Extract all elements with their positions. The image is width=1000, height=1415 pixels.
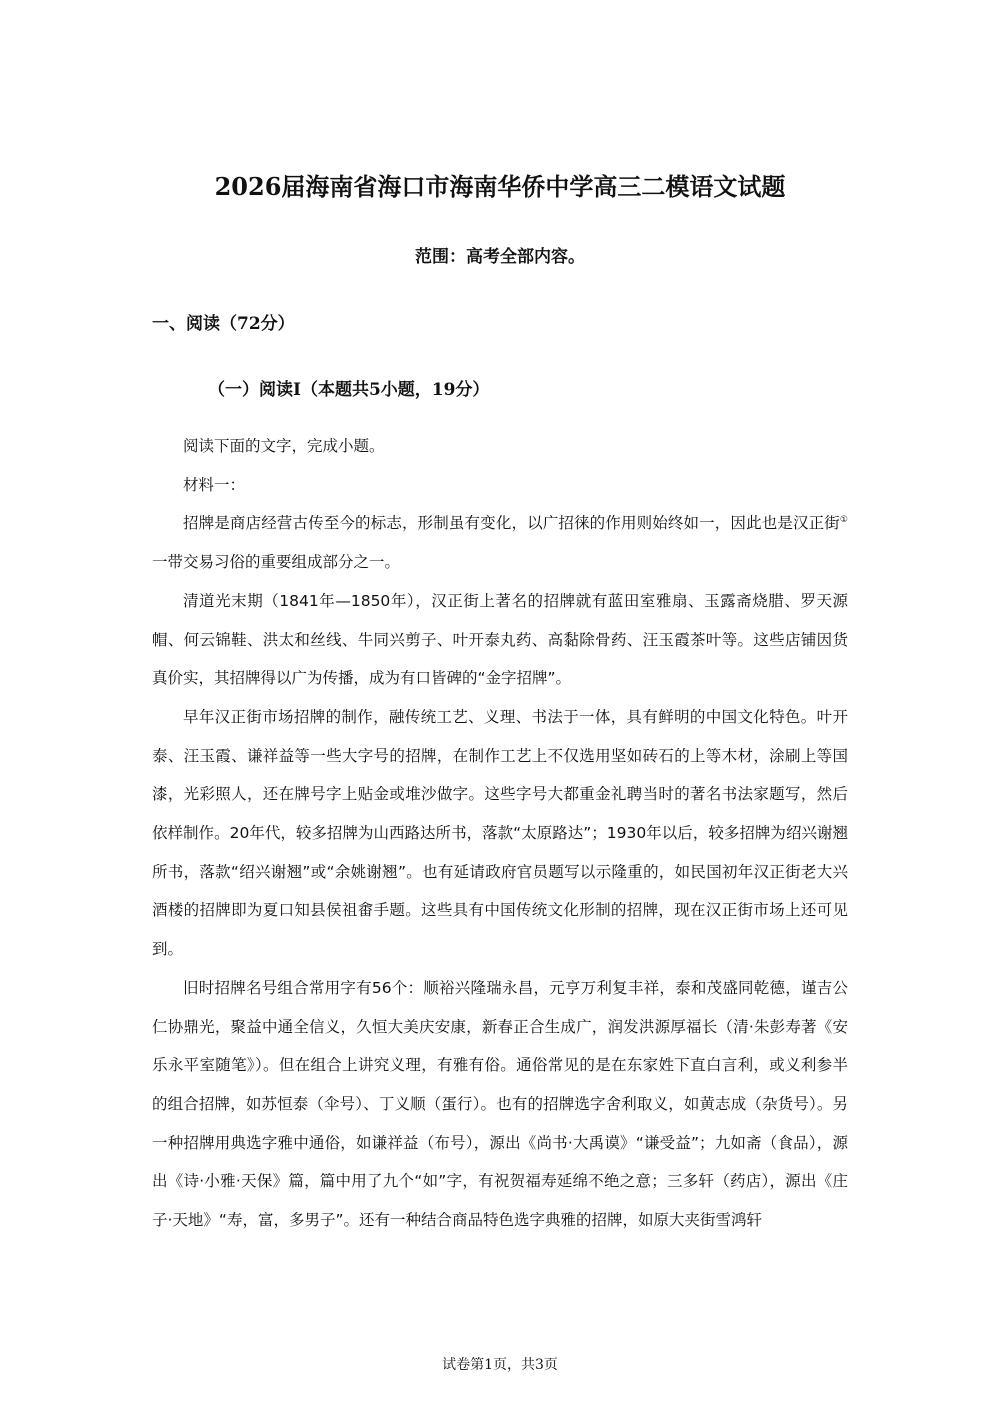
paragraph-1 <box>152 504 848 581</box>
section-heading: 一、阅读（72分） <box>152 314 295 334</box>
subsection-heading: （一）阅读Ⅰ（本题共5小题，19分） <box>208 380 490 400</box>
paragraph-1-text: 招牌是商店经营古传至今的标志，形制虽有变化，以广招徕的作用则始终如一，因此也是汉正街 <box>183 514 840 533</box>
page-footer: 试卷第1页，共3页 <box>442 1357 558 1373</box>
paragraph-1-text-continued: 一带交易习俗的重要组成部分之一。 <box>152 553 401 572</box>
paragraph-3: 早年汉正街市场招牌的制作，融传统工艺、义理、书法于一体，具有鲜明的中国文化特色。叶开泰、汪玉霞、谦祥益等一些大字号的招牌，在制作工艺上不仅选用坚如砖石的上等木材，涂刷上等国漆，光彩照人，还在牌号字上贴金或堆沙做字。这些字号大都重金礼聘当时的著名书法家题写，然后依样制作。20年代，较多招牌为山西路达所书，落款“太原路达”；1930年以后，较多招牌为绍兴谢翘所书，落款“绍兴谢翘”或“余姚谢翘”。也有延请政府官员题写以示隆重的，如民国初年汉正街老大兴酒楼的招牌即为夏口知县侯祖畬手题。这些具有中国传统文化形制的招牌，现在汉正街市场上还可见到。 <box>152 707 848 959</box>
paragraph-2: 清道光末期（1841年—1850年），汉正街上著名的招牌就有蓝田室雅扇、玉露斋烧腊、罗天源帽、何云锦鞋、洪太和丝线、牛同兴剪子、叶开泰丸药、高黏除骨药、汪玉霞茶叶等。这些店铺因货真价实，其招牌得以广为传播，成为有口皆碑的“金字招牌”。 <box>152 591 848 688</box>
footnote-marker: ① <box>839 515 848 526</box>
exam-scope: 范围：高考全部内容。 <box>415 247 585 267</box>
material-label: 材料一： <box>183 475 246 494</box>
paragraph-4: 旧时招牌名号组合常用字有56个：顺裕兴隆瑞永昌，元亨万利复丰祥，泰和茂盛同乾德，谨吉公仁协鼎光，聚益中通全信义，久恒大美庆安康，新春正合生成广，润发洪源厚福长（清·朱彭寿著《安乐永平室随笔》）。但在组合上讲究义理，有雅有俗。通俗常见的是在东家姓下直白言利，或义利参半的组合招牌，如苏恒泰（伞号）、丁义顺（蛋行）。也有的招牌选字舍利取义，如黄志成（杂货号）。另一种招牌用典选字雅中通俗，如谦祥益（布号），源出《尚书·大禹谟》“谦受益”；九如斋（食品），源出《诗·小雅·天保》篇，篇中用了九个“如”字，有祝贺福寿延绵不绝之意；三多轩（药店），源出《庄子·天地》“寿，富，多男子”。还有一种结合商品特色选字典雅的招牌，如原大夹街雪鸿轩 <box>152 978 848 1230</box>
reading-passage <box>152 427 848 1240</box>
exam-title: 2026届海南省海口市海南华侨中学高三二模语文试题 <box>214 172 786 201</box>
instruction-text: 阅读下面的文字，完成小题。 <box>183 437 385 455</box>
